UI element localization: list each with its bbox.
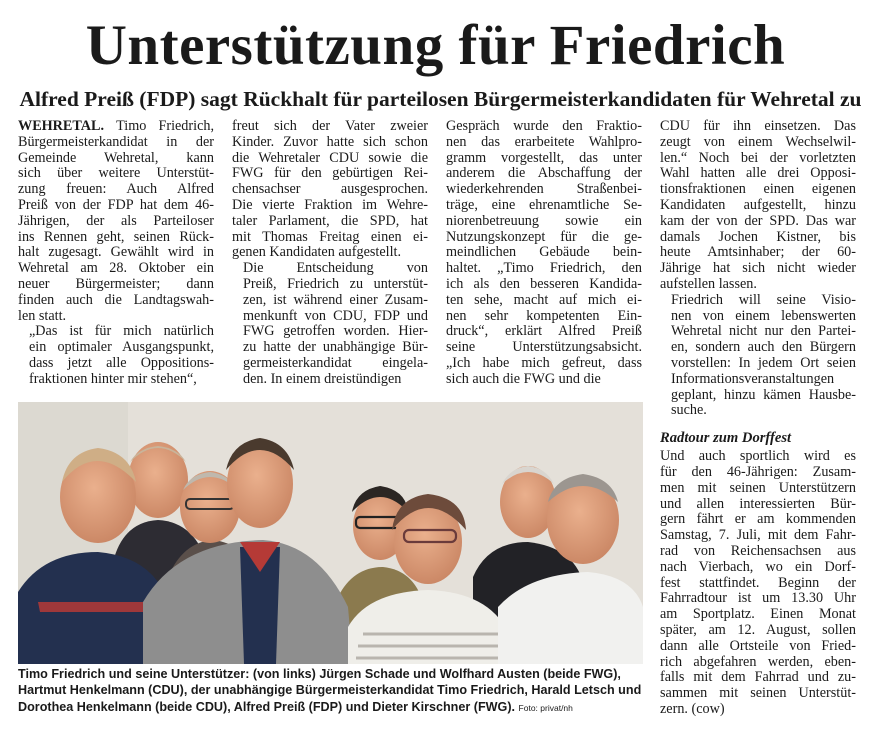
article-line: chensachser ausgesprochen. [232, 181, 428, 198]
article-line: menkunft von CDU, FDP und [243, 307, 428, 324]
article-paragraph [660, 119, 856, 293]
article-line: Wehretal am 28. Oktober ein [18, 260, 214, 277]
article-subheading: Radtour zum Dorffest [660, 430, 792, 447]
article-line: Informationsveranstaltungen [671, 370, 835, 387]
article-line: damals Jochen Kistner, bis [660, 228, 856, 245]
article-line: rad von Reichensachsen aus [660, 542, 856, 559]
article-line: Jährigen, der als Parteiloser [18, 212, 214, 229]
article-line: falls mit dem Fahrrad und zu- [660, 669, 856, 686]
article-line: die Wehretaler CDU sowie die [232, 149, 428, 166]
photo-caption [18, 666, 645, 716]
article-line: rich abgefahren werden, eben- [660, 653, 856, 670]
article-line: gramm vorgestellt, das unter [446, 149, 642, 166]
article-line: Die vierte Fraktion im Wehre- [232, 196, 428, 213]
article-line: mit Thomas Freitag einen ei- [232, 228, 428, 245]
article-line: Gemeinde Wehretal, kann [18, 149, 214, 166]
article-line: neuer Bürgermeister; dann [18, 275, 214, 292]
article-line: anderem die Abschaffung der [446, 165, 642, 182]
article-line: suche. [671, 402, 707, 419]
article-line: geplant, hinzu kämen Hausbe- [671, 386, 856, 403]
article-line: freut sich der Vater zweier [232, 118, 428, 134]
article-line: FWG für den gebürtigen Rei- [232, 165, 428, 182]
article-line: fraktionen hinter mir stehen“, [29, 370, 197, 387]
article-line: ten sehe, macht auf mich ei- [446, 291, 642, 308]
article-line: germeisterkandidat eingela- [243, 354, 428, 371]
article-line: Samstag, 7. Juli, mit dem Fahr- [660, 527, 856, 544]
article-paragraph [18, 324, 214, 387]
article-line: FWG getroffen worden. Hier- [243, 323, 428, 340]
article-line: träge, eine ehrenamtliche Se- [446, 196, 642, 213]
headline: Unterstützung für Friedrich [85, 14, 786, 77]
article-line: „Das ist für mich natürlich [29, 323, 214, 340]
photo-credit: Foto: privat/nh [518, 702, 573, 713]
article-line: und allen interessierten Bür- [660, 495, 856, 512]
article-paragraph [232, 261, 428, 387]
article-line: Kandidaten aufgestellt, hinzu [660, 196, 856, 213]
article-line: für den 46-Jährigen: Zusam- [660, 463, 856, 480]
article-column-3 [446, 119, 642, 388]
article-line: wiederkehrenden Straßenbei- [446, 181, 642, 198]
article-line: Friedrich will seine Visio- [671, 291, 856, 308]
article-line: nen sehr kompetenten Ein- [446, 307, 642, 324]
article-line: Preiß, Friedrich zu unterstüt- [243, 275, 428, 292]
article-line: ein optimaler Ausgangspunkt, [29, 339, 214, 356]
article-line: Bürgermeisterkandidat in der [18, 133, 214, 150]
article-line: „Ich habe mich gefreut, dass [446, 354, 642, 371]
article-line: heute Amtsinhaber; der 60- [660, 244, 856, 261]
article-line: niorenbetreuung sowie ein [446, 212, 642, 229]
article-column-4 [660, 119, 856, 718]
article-line: zen, ist während einer Zusam- [243, 291, 428, 308]
article-line: kam der von der SPD. Das war [660, 212, 856, 229]
article-line: ins Rennen geht, seinen Rück- [18, 228, 214, 245]
article-column-4-top [660, 119, 856, 419]
article-paragraph [446, 119, 642, 388]
article-line: ich als den besseren Kandida- [446, 275, 642, 292]
article-line: den. In einem dreistündigen [243, 370, 402, 387]
article-line: CDU für ihn einsetzen. Das [660, 118, 856, 134]
article-line: WEHRETAL. Timo Friedrich, [18, 118, 215, 134]
article-column-4-bottom [660, 449, 856, 718]
article-line: sich über weitere Unterstüt- [18, 165, 214, 182]
caption-text: Timo Friedrich und seine Unterstützer: (von links) Jürgen Schade und Wolfhard Austen (beide FWG), Hartmut Henkelmann (CDU), der unabhängige Bürgermeisterkandidat Timo Friedrich, Harald Letsch und Dorothea Henkelmann (beide CDU), Alfred Preiß (FDP) und Dieter Kirschner (FWG). [18, 667, 642, 714]
article-line: zung freuen: Auch Alfred [18, 181, 214, 198]
article-line: Preiß von der FDP hat dem 46- [18, 196, 214, 213]
article-line: vorstellen: In jedem Ort seien [671, 354, 856, 371]
article-line: len statt. [18, 307, 67, 324]
subheadline: Alfred Preiß (FDP) sagt Rückhalt für parteilosen Bürgermeisterkandidaten für Wehretal zu [19, 87, 862, 111]
article-line: druck“, erklärt Alfred Preiß [446, 323, 642, 340]
article-line: en, sondern auch den Bürgern [671, 339, 856, 356]
article-line: zern. (cow) [660, 700, 725, 717]
article-line: nach Vierbach, wo ein Dorf- [660, 558, 856, 575]
article-line: zeugt von einem Wechselwil- [660, 133, 856, 150]
article-paragraph [18, 119, 214, 324]
article-dateline: WEHRETAL. [18, 118, 117, 134]
article-line: später, am 12. August, sollen [660, 621, 856, 638]
article-line: sammen mit seinen Unterstüt- [660, 685, 856, 702]
article-paragraph [660, 293, 856, 419]
article-line: nen das erarbeitete Wahlpro- [446, 133, 642, 150]
article-line: Kinder. Zuvor hatte sich schon [232, 133, 428, 150]
article-paragraph [232, 119, 428, 261]
article-line: Fahrradtour ist um 13.30 Uhr [660, 590, 856, 607]
article-line: dass jetzt alle Oppositions- [29, 354, 214, 371]
article-line: taler Parlament, die SPD, hat [232, 212, 428, 229]
group-photo [18, 402, 643, 664]
article-line: len.“ Noch bei der vorletzten [660, 149, 856, 166]
article-line: genen Kandidaten aufgestellt. [232, 244, 402, 261]
article-line: tionsfraktionen einen eigenen [660, 181, 856, 198]
article-column-1 [18, 119, 214, 388]
article-line: Jährige hat sich nicht wieder [660, 260, 856, 277]
article-line: Wahl hatten alle drei Opposi- [660, 165, 856, 182]
article-line: finden auch die Landtagswah- [18, 291, 214, 308]
article-paragraph [660, 449, 856, 718]
article-line: men mit seinen Unterstützern [660, 479, 856, 496]
group-photo-illustration [18, 402, 643, 664]
article-line: Und auch sportlich wird es [660, 448, 856, 465]
article-line: zu hatte der unabhängige Bür- [243, 339, 428, 356]
article-line: Gespräch wurde den Fraktio- [446, 118, 642, 134]
article-line: Die Entscheidung von [243, 260, 428, 277]
article-line: seine Unterstützungsabsicht. [446, 339, 642, 356]
article-line: Wehretal nicht nur den Partei- [671, 323, 856, 340]
article-line: am Sportplatz. Einen Monat [660, 606, 856, 623]
article-line: haltet. „Timo Friedrich, den [446, 260, 642, 277]
article-line: dann alle Ortsteile von Fried- [660, 637, 856, 654]
article-line: aufstellen lassen. [660, 275, 757, 292]
article-line: halt zugesagt. Gewählt wird in [18, 244, 214, 261]
article-line: fest stattfindet. Beginn der [660, 574, 856, 591]
article-line: Nutzungskonzept für die ge- [446, 228, 642, 245]
article-column-2 [232, 119, 428, 388]
article-line: sich auch die FWG und die [446, 370, 601, 387]
article-line: meindlichen Gebäude bein- [446, 244, 642, 261]
article-line: gern fährt er am kommenden [660, 511, 856, 528]
article-line: nen von einem lebenswerten [671, 307, 856, 324]
